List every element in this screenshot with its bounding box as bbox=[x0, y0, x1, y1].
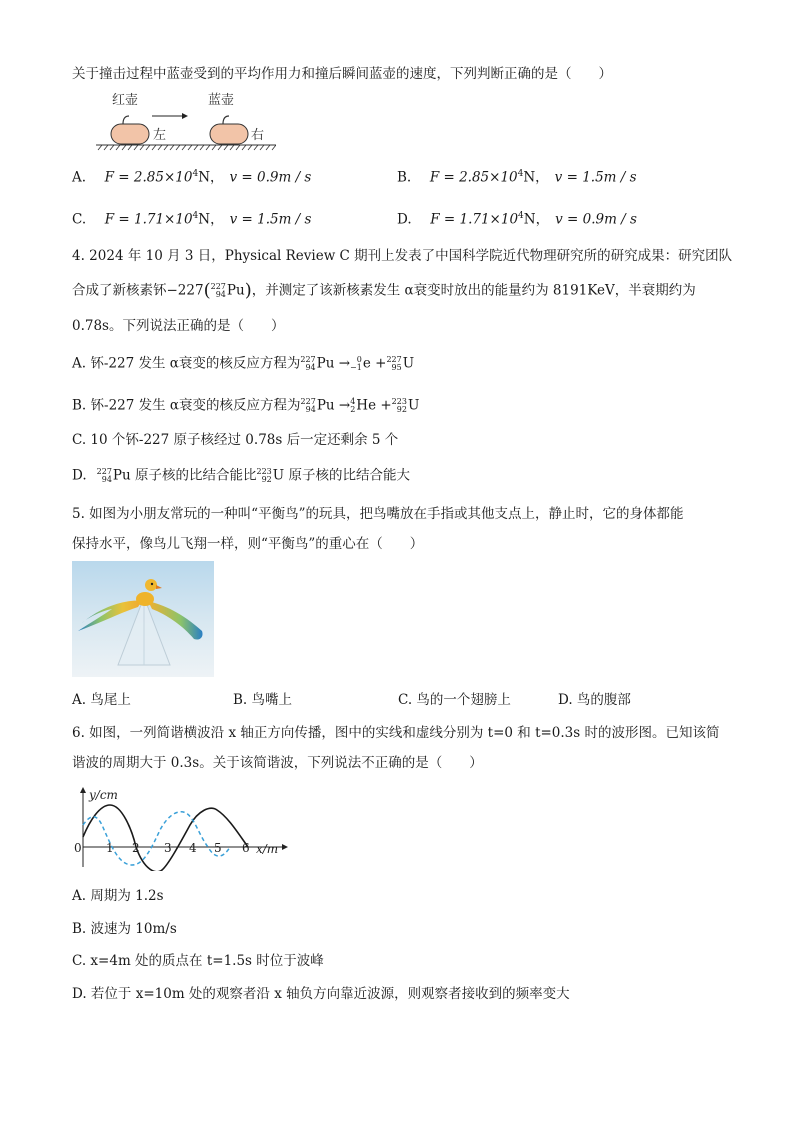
q5-option-d[interactable]: D. 鸟的腹部 bbox=[558, 692, 631, 708]
balance-bird-photo bbox=[72, 561, 214, 677]
q3-option-a[interactable]: A. $F = 2.85\times 10^4N$， v = 0.9m / s bbox=[72, 169, 312, 186]
q6-option-b[interactable]: B. 波速为 10m/s bbox=[72, 921, 177, 937]
tick-2: 2 bbox=[132, 841, 140, 855]
q6-option-c[interactable]: C. x=4m 处的质点在 t=1.5s 时位于波峰 bbox=[72, 953, 324, 969]
tick-6: 6 bbox=[242, 841, 250, 855]
tick-4: 4 bbox=[189, 841, 197, 855]
origin-label: 0 bbox=[74, 841, 82, 855]
red-stone bbox=[111, 124, 149, 144]
q4-option-d[interactable]: D. 227 94 Pu 原子核的比结合能比 223 92 U 原子核的比结合能大 bbox=[72, 467, 410, 484]
q4-option-a[interactable]: A. 钚-227 发生 α衰变的核反应方程为 227 94 Pu → 0 −1 e + 227 95 U bbox=[72, 355, 415, 372]
ground-hatching bbox=[98, 145, 276, 150]
blue-stone-handle bbox=[223, 116, 229, 124]
blue-stone bbox=[210, 124, 248, 144]
q4-line2: 合成了新核素钚−227( 227 94 Pu)，并测定了该新核素发生 α衰变时放出的能量约为 8191KeV，半衰期约为 bbox=[72, 280, 696, 301]
q4-line3: 0.78s。下列说法正确的是（ ） bbox=[72, 318, 285, 334]
y-axis-label: y/cm bbox=[89, 788, 118, 802]
solid-wave-t0 bbox=[83, 805, 248, 871]
q6-line1: 6. 如图，一列简谐横波沿 x 轴正方向传播，图中的实线和虚线分别为 t=0 和 t=0.3s 时的波形图。已知该简 bbox=[72, 725, 720, 741]
q5-line2: 保持水平，像鸟儿飞翔一样，则“平衡鸟”的重心在（ ） bbox=[72, 536, 424, 552]
right-label: 右 bbox=[251, 128, 265, 143]
wave-graph bbox=[70, 785, 290, 871]
q5-option-a[interactable]: A. 鸟尾上 bbox=[72, 692, 131, 708]
q6-option-a[interactable]: A. 周期为 1.2s bbox=[72, 888, 164, 904]
bird-head bbox=[145, 579, 157, 591]
q5-option-b[interactable]: B. 鸟嘴上 bbox=[233, 692, 293, 708]
q3-option-d[interactable]: D. $F = 1.71\times 10^4N$， v = 0.9m / s bbox=[397, 211, 637, 228]
dashed-wave-t03 bbox=[83, 812, 230, 865]
q5-option-c[interactable]: C. 鸟的一个翅膀上 bbox=[398, 692, 511, 708]
q6-option-d[interactable]: D. 若位于 x=10m 处的观察者沿 x 轴负方向靠近波源，则观察者接收到的频率变大 bbox=[72, 986, 570, 1002]
q3-option-b[interactable]: B. $F = 2.85\times 10^4N$， v = 1.5m / s bbox=[397, 169, 637, 186]
q4-option-b[interactable]: B. 钚-227 发生 α衰变的核反应方程为 227 94 Pu → 4 2 He + 223 92 U bbox=[72, 397, 420, 414]
tick-3: 3 bbox=[164, 841, 172, 855]
red-stone-label: 红壶 bbox=[112, 93, 139, 108]
tick-5: 5 bbox=[214, 841, 222, 855]
blue-stone-label: 蓝壶 bbox=[208, 93, 235, 108]
q5-line1: 5. 如图为小朋友常玩的一种叫“平衡鸟”的玩具，把鸟嘴放在手指或其他支点上，静止时，它的身体都能 bbox=[72, 506, 684, 522]
q4-line1: 4. 2024 年 10 月 3 日，Physical Review C 期刊上发表了中国科学院近代物理研究所的研究成果：研究团队 bbox=[72, 248, 733, 264]
q6-line2: 谐波的周期大于 0.3s。关于该简谐波，下列说法不正确的是（ ） bbox=[72, 755, 483, 771]
q4-option-c[interactable]: C. 10 个钚-227 原子核经过 0.78s 后一定还剩余 5 个 bbox=[72, 432, 399, 448]
red-stone-handle bbox=[123, 116, 129, 124]
curling-figure bbox=[96, 88, 276, 152]
q3-option-c[interactable]: C. $F = 1.71\times 10^4N$， v = 1.5m / s bbox=[72, 211, 312, 228]
q3-stem: 关于撞击过程中蓝壶受到的平均作用力和撞后瞬间蓝壶的速度，下列判断正确的是（ ） bbox=[72, 66, 612, 82]
bird-body bbox=[136, 592, 154, 606]
left-label: 左 bbox=[153, 128, 167, 143]
tick-1: 1 bbox=[106, 841, 114, 855]
x-axis-label: x/m bbox=[256, 842, 279, 856]
